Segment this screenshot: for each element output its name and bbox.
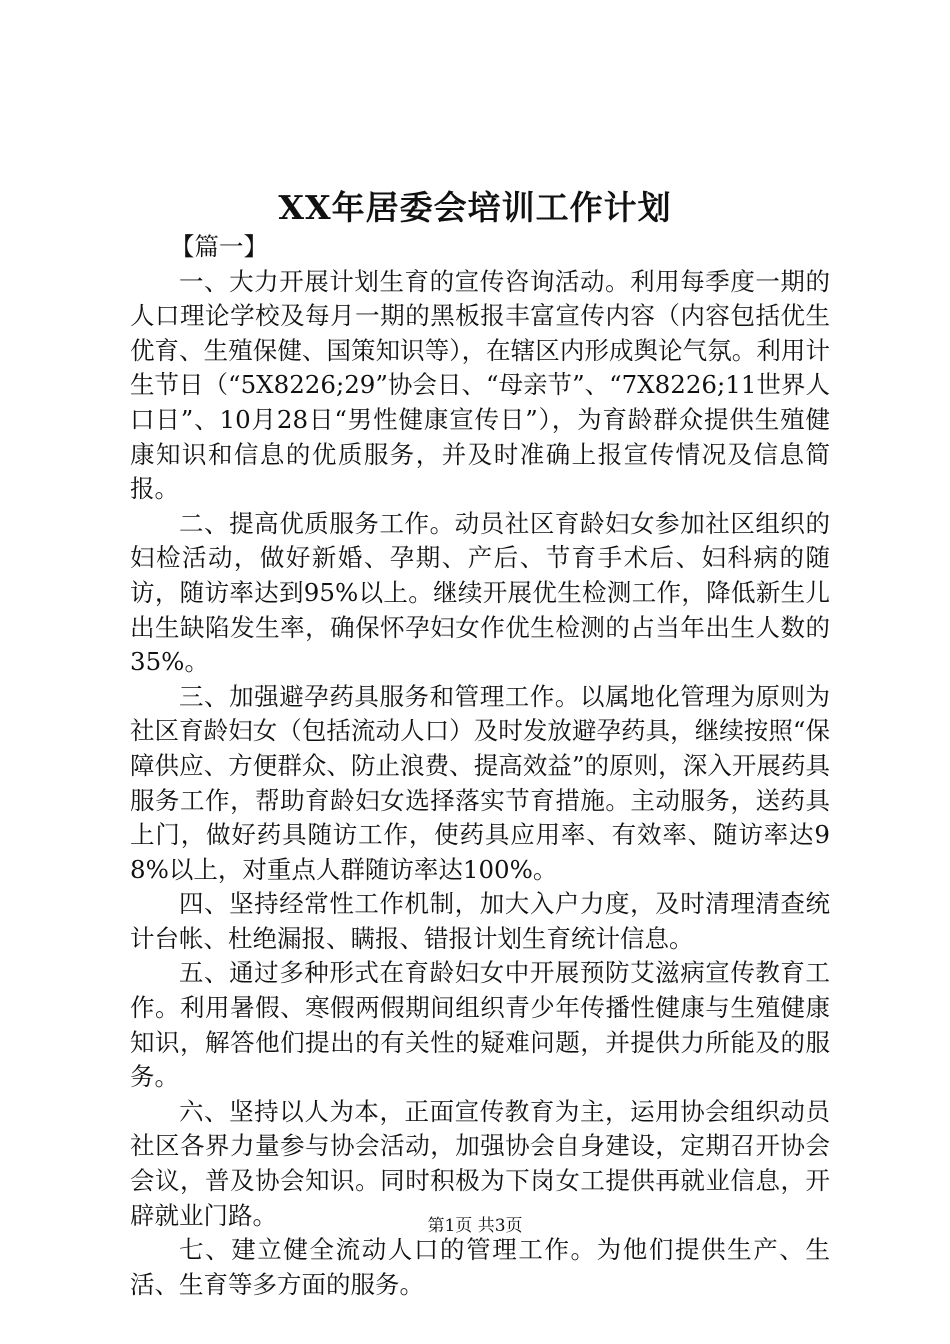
section-label: 【篇一】 [170, 232, 268, 261]
paragraph-5: 五、通过多种形式在育龄妇女中开展预防艾滋病宣传教育工作。利用暑假、寒假两假期间组织青少年传播性健康与生殖健康知识，解答他们提出的有关性的疑难问题，并提供力所能及的服务。 [130, 958, 830, 1092]
document-title: XX年居委会培训工作计划 [278, 188, 672, 227]
paragraph-3: 三、加强避孕药具服务和管理工作。以属地化管理为原则为社区育龄妇女（包括流动人口）及时发放避孕药具，继续按照“保障供应、方便群众、防止浪费、提高效益”的原则，深入开展药具服务工作，帮助育龄妇女选择落实节育措施。主动服务，送药具上门，做好药具随访工作，使药具应用率、有效率、随访率达98%以上，对重点人群随访率达100%。 [130, 681, 830, 884]
paragraph-4: 四、坚持经常性工作机制，加大入户力度，及时清理清查统计台帐、杜绝漏报、瞒报、错报计划生育统计信息。 [130, 889, 830, 953]
paragraph-2: 二、提高优质服务工作。动员社区育龄妇女参加社区组织的妇检活动，做好新婚、孕期、产后、节育手术后、妇科病的随访，随访率达到95%以上。继续开展优生检测工作，降低新生儿出生缺陷发生率，确保怀孕妇女作优生检测的占当年出生人数的35%。 [130, 508, 830, 677]
paragraph-6: 六、坚持以人为本，正面宣传教育为主，运用协会组织动员社区各界力量参与协会活动，加强协会自身建设，定期召开协会会议，普及协会知识。同时积极为下岗女工提供再就业信息，开辟就业门路。 [130, 1096, 830, 1230]
page-indicator: 第1页 共3页 [427, 1216, 523, 1236]
paragraph-7: 七、建立健全流动人口的管理工作。为他们提供生产、生活、生育等多方面的服务。 [130, 1235, 830, 1299]
document-body [130, 230, 830, 1302]
paragraph-1: 一、大力开展计划生育的宣传咨询活动。利用每季度一期的人口理论学校及每月一期的黑板报丰富宣传内容（内容包括优生优育、生殖保健、国策知识等），在辖区内形成舆论气氛。利用计生节日（“5X8226;29”协会日、“母亲节”、“7X8226;11世界人口日”、10月28日“男性健康宣传日”），为育龄群众提供生殖健康知识和信息的优质服务，并及时准确上报宣传情况及信息简报。 [130, 266, 830, 504]
